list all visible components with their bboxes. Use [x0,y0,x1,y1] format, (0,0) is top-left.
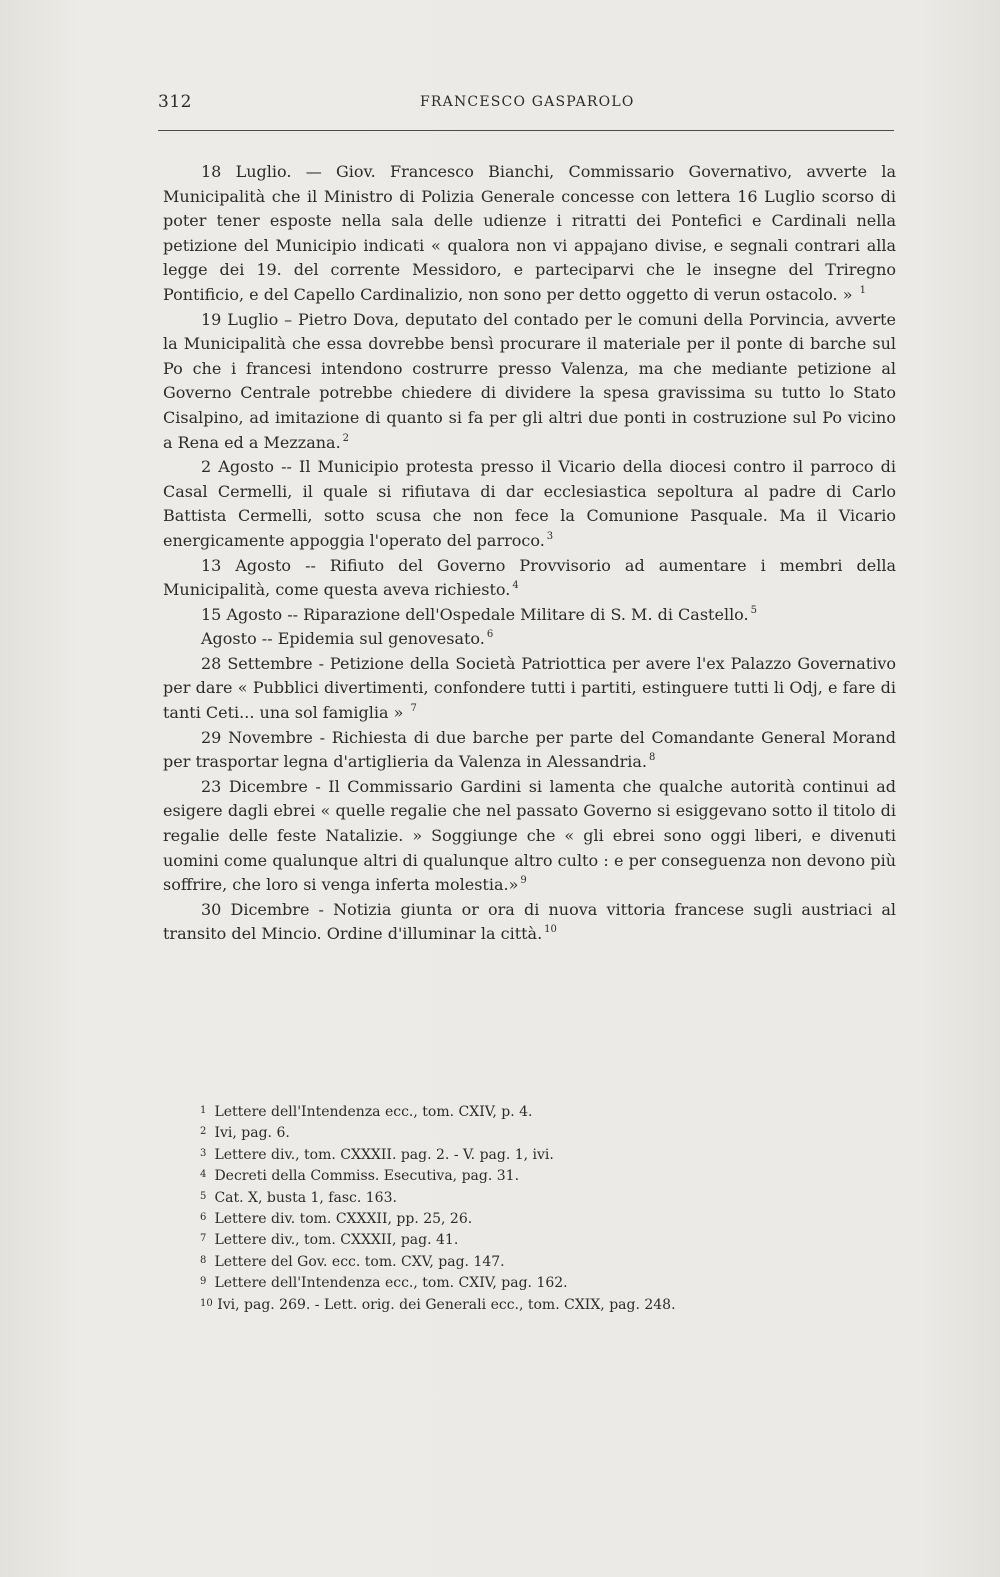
footnote: 10 Ivi, pag. 269. - Lett. orig. dei Generali ecc., tom. CXIX, pag. 248. [200,1294,840,1315]
paragraph: 29 Novembre - Richiesta di due barche per parte del Comandante General Morand per trasportar legna d'artiglieria da Valenza in Alessandria. $^8$ [163,727,896,772]
footnote-mark: 8 [200,1254,207,1266]
paragraph: 30 Dicembre - Notizia giunta or ora di nuova vittoria francese sugli austriaci al transito del Mincio. Ordine d'illuminar la città. $^{10}$ [163,899,896,944]
paragraph: 23 Dicembre - Il Commissario Gardini si lamenta che qualche autorità continui ad esigere dagli ebrei « quelle regalie che nel passato Governo si esiggevano sotto il titolo di regalie delle feste Natalizie. » Soggiunge che « gli ebrei sono oggi liberi, e divenuti uomini come qualunque altri di qualunque altro culto : e per conseguenza non devono più soffrire, che loro si venga inferta molestia.» $^9$ [163,776,896,895]
footnote: 1 Lettere dell'Intendenza ecc., tom. CXIV, p. 4. [200,1101,840,1122]
footnote-mark: 10 [200,1297,213,1309]
footnote: 8 Lettere del Gov. ecc. tom. CXV, pag. 147. [200,1251,840,1272]
footnote: 2 Ivi, pag. 6. [200,1122,840,1143]
footnote-ref: 4 [512,580,519,592]
paragraph: 28 Settembre - Petizione della Società Patriottica per avere l'ex Palazzo Governativo per dare « Pubblici divertimenti, confondere tutti i partiti, estinguere tutti li Odj, e fare di tanti Ceti... una sol famiglia » $^7$ [163,653,896,723]
footnote: 7 Lettere div., tom. CXXXII, pag. 41. [200,1229,840,1250]
footnote-mark: 3 [200,1147,207,1159]
footnote-ref: 1 [859,284,866,296]
footnote-mark: 4 [200,1169,207,1181]
footnote-mark: 9 [200,1276,207,1288]
footnotes [200,1101,840,1315]
footnote: 9 Lettere dell'Intendenza ecc., tom. CXIV, pag. 162. [200,1272,840,1293]
footnote-mark: 1 [200,1105,207,1116]
body-text [163,160,896,947]
footnote: 5 Cat. X, busta 1, fasc. 163. [200,1187,840,1208]
footnote-ref: 7 [410,703,417,715]
paragraph: 18 Luglio. — Giov. Francesco Bianchi, Commissario Governativo, avverte la Municipalità che il Ministro di Polizia Generale concesse con lettera 16 Luglio scorso di poter tener esposte nella sala delle udienze i ritratti dei Pontefici e Cardinali nella petizione del Municipio indicati « qualora non vi appajano divise, e segnali contrari alla legge dei 19. del corrente Messidoro, e parteciparvi che le insegne del Triregno Pontificio, e del Capello Cardinalizio, non sono per detto oggetto di verun ostacolo. » $^1$ [163,162,896,304]
footnote-ref: 2 [342,432,350,444]
footnote-ref: 8 [648,752,656,764]
footnote-mark: 5 [200,1190,207,1202]
footnote-ref: 5 [750,604,757,616]
header-rule [158,130,894,131]
paragraph: 13 Agosto -- Rifiuto del Governo Provvisorio ad aumentare i membri della Municipalità, come questa aveva richiesto. $^4$ [163,555,896,600]
paragraph: 15 Agosto -- Riparazione dell'Ospedale Militare di S. M. di Castello. $^5$ [201,604,757,624]
page-number: 312 [158,92,192,112]
page-header [158,92,894,116]
paragraph: Agosto -- Epidemia sul genovesato. $^6$ [201,629,494,649]
footnote-ref: 10 [544,924,557,936]
footnote: 4 Decreti della Commiss. Esecutiva, pag. 31. [200,1165,840,1186]
paragraph: 19 Luglio – Pietro Dova, deputato del contado per le comuni della Porvincia, avverte la Municipalità che essa dovrebbe bensì procurare il materiale per il ponte di barche sul Po che i francesi intendono costrurre presso Valenza, ma che mediante petizione al Governo Centrale potrebbe chiedere di dividere la spesa gravissima su tutto lo Stato Cisalpino, ad imitazione di quanto si fa per gli altri due ponti in costruzione sul Po vicino a Rena ed a Mezzana. $^2$ [163,309,896,452]
footnote-mark: 7 [200,1233,207,1245]
footnote-ref: 9 [520,875,527,887]
footnote: 3 Lettere div., tom. CXXXII. pag. 2. - V. pag. 1, ivi. [200,1144,840,1165]
footnote: 6 Lettere div. tom. CXXXII, pp. 25, 26. [200,1208,840,1229]
running-head: FRANCESCO GASPAROLO [420,94,635,110]
footnote-ref: 6 [486,629,494,641]
footnote-mark: 6 [200,1212,207,1224]
footnote-ref: 3 [546,530,554,542]
paragraph: 2 Agosto -- Il Municipio protesta presso il Vicario della diocesi contro il parroco di Casal Cermelli, il quale si rifiutava di dar ecclesiastica sepoltura al padre di Carlo Battista Cermelli, sotto scusa che non fece la Comunione Pasquale. Ma il Vicario energicamente appoggia l'operato del parroco. $^3$ [163,457,896,550]
footnote-mark: 2 [200,1126,207,1138]
